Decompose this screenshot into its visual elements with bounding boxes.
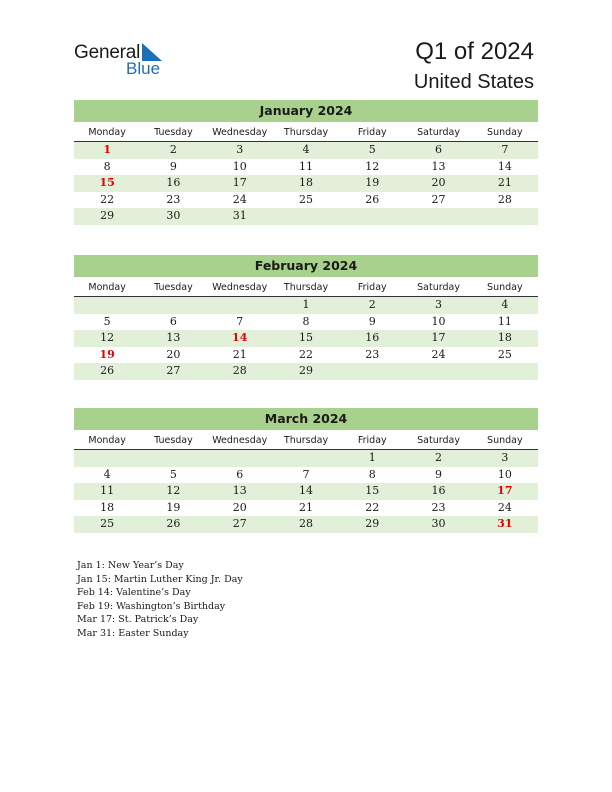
weekday-header-row	[74, 432, 538, 450]
day-cell: 12	[365, 159, 380, 173]
day-cell: 9	[435, 467, 443, 481]
day-cell	[74, 297, 140, 314]
week-row	[74, 159, 538, 176]
day-cell: 11	[298, 159, 313, 173]
day-cell: 17	[232, 176, 247, 189]
day-cell: 27	[431, 192, 446, 206]
day-cell	[405, 208, 471, 225]
day-cell: 18	[298, 176, 313, 189]
day-cell: 24	[431, 347, 446, 361]
day-cell: 24	[232, 192, 247, 206]
day-cell: 21	[497, 176, 512, 189]
week-row	[74, 450, 538, 467]
day-cell: 18	[497, 331, 512, 344]
holiday-list	[77, 559, 243, 641]
weekday-label: Friday	[357, 435, 387, 446]
day-cell: 11	[100, 484, 115, 497]
day-cell: 25	[497, 347, 512, 361]
day-cell: 24	[497, 500, 512, 514]
weekday-label: Tuesday	[154, 435, 193, 446]
day-cell: 1	[368, 451, 376, 464]
week-row	[74, 330, 538, 347]
month-title: February 2024	[74, 255, 538, 277]
day-cell: 7	[236, 314, 244, 328]
day-cell: 7	[302, 467, 310, 481]
weekday-header-row	[74, 279, 538, 297]
day-cell: 23	[431, 500, 446, 514]
week-row	[74, 175, 538, 192]
day-cell: 2	[368, 298, 376, 311]
day-cell: 12	[166, 484, 181, 497]
day-cell: 20	[431, 176, 446, 189]
week-row	[74, 297, 538, 314]
week-row	[74, 347, 538, 364]
day-cell: 3	[435, 298, 443, 311]
day-cell: 8	[103, 159, 111, 173]
weekday-label: Friday	[357, 282, 387, 293]
day-cell: 2	[169, 143, 177, 156]
day-cell: 14	[497, 159, 512, 173]
weekday-label: Wednesday	[212, 282, 268, 293]
day-cell: 3	[501, 451, 509, 464]
logo-word-general: General	[74, 42, 141, 63]
day-cell: 12	[100, 331, 115, 344]
month-calendar	[74, 408, 538, 533]
holiday-item: Jan 1: New Year’s Day	[77, 560, 184, 571]
week-row	[74, 142, 538, 159]
week-row	[74, 363, 538, 380]
day-cell: 11	[497, 314, 512, 328]
month-title: January 2024	[74, 100, 538, 122]
weekday-label: Thursday	[283, 282, 329, 293]
holiday-item: Jan 15: Martin Luther King Jr. Day	[77, 573, 243, 585]
day-cell: 14	[232, 331, 248, 344]
day-cell: 28	[298, 517, 313, 530]
day-cell	[207, 450, 273, 467]
weekday-label: Monday	[88, 435, 126, 446]
day-cell: 18	[100, 500, 115, 514]
month-calendar	[74, 255, 538, 380]
day-cell: 29	[298, 364, 313, 377]
day-cell: 1	[103, 143, 111, 156]
day-cell	[472, 363, 538, 380]
day-cell: 22	[298, 347, 313, 361]
day-cell: 25	[298, 192, 313, 206]
day-cell: 6	[169, 314, 177, 328]
day-cell: 6	[236, 467, 244, 481]
day-cell: 26	[100, 364, 115, 377]
day-cell: 28	[497, 192, 512, 206]
day-cell: 21	[232, 347, 247, 361]
weekday-label: Monday	[88, 127, 126, 138]
day-cell: 16	[431, 484, 446, 497]
day-cell: 17	[431, 331, 446, 344]
day-cell: 10	[431, 314, 446, 328]
day-cell	[339, 363, 405, 380]
weekday-label: Tuesday	[154, 127, 193, 138]
holiday-item: Feb 14: Valentine’s Day	[77, 587, 191, 599]
day-cell: 20	[166, 347, 181, 361]
weekday-label: Friday	[357, 127, 387, 138]
day-cell	[74, 450, 140, 467]
day-cell: 15	[298, 331, 313, 344]
weekday-label: Thursday	[283, 435, 329, 446]
day-cell: 4	[302, 143, 310, 156]
day-cell: 30	[166, 209, 181, 222]
week-row	[74, 314, 538, 331]
day-cell: 4	[103, 467, 111, 481]
day-cell	[207, 297, 273, 314]
day-cell	[339, 208, 405, 225]
weekday-label: Sunday	[487, 282, 523, 293]
logo-word-blue: Blue	[126, 59, 161, 78]
day-cell	[273, 450, 339, 467]
day-cell: 6	[435, 143, 443, 156]
weekday-label: Wednesday	[212, 435, 268, 446]
day-cell: 7	[501, 143, 509, 156]
week-row	[74, 192, 538, 209]
weekday-label: Sunday	[487, 127, 523, 138]
day-cell	[472, 208, 538, 225]
week-row	[74, 208, 538, 225]
day-cell: 26	[365, 192, 380, 206]
day-cell: 13	[166, 331, 181, 344]
day-cell: 23	[166, 192, 181, 206]
day-cell: 5	[103, 314, 111, 328]
weekday-label: Saturday	[417, 435, 460, 446]
day-cell: 21	[298, 500, 313, 514]
logo	[74, 42, 174, 78]
day-cell: 26	[166, 517, 181, 530]
day-cell: 22	[100, 192, 115, 206]
day-cell: 2	[435, 451, 443, 464]
day-cell: 4	[501, 298, 509, 311]
day-cell: 5	[169, 467, 177, 481]
day-cell: 14	[298, 484, 313, 497]
weekday-label: Saturday	[417, 282, 460, 293]
day-cell: 13	[232, 484, 247, 497]
day-cell	[140, 297, 206, 314]
day-cell: 27	[166, 364, 181, 377]
weekday-header-row	[74, 124, 538, 142]
page-title: Q1 of 2024	[415, 38, 534, 65]
day-cell: 1	[302, 298, 310, 311]
day-cell: 31	[497, 517, 513, 530]
holiday-item: Feb 19: Washington’s Birthday	[77, 600, 226, 612]
day-cell: 27	[232, 517, 247, 530]
day-cell	[273, 208, 339, 225]
day-cell: 15	[365, 484, 380, 497]
weekday-label: Saturday	[417, 127, 460, 138]
day-cell: 17	[497, 484, 513, 497]
day-cell: 29	[365, 517, 380, 530]
week-row	[74, 467, 538, 484]
day-cell: 9	[368, 314, 376, 328]
day-cell: 8	[368, 467, 376, 481]
holiday-item: Mar 17: St. Patrick’s Day	[77, 614, 199, 626]
day-cell: 28	[232, 364, 247, 377]
day-cell: 5	[368, 143, 376, 156]
day-cell: 30	[431, 517, 446, 530]
day-cell: 9	[169, 159, 177, 173]
day-cell: 23	[365, 347, 380, 361]
weekday-label: Thursday	[283, 127, 329, 138]
day-cell: 31	[232, 209, 247, 222]
week-row	[74, 483, 538, 500]
day-cell: 8	[302, 314, 310, 328]
day-cell: 16	[365, 331, 380, 344]
month-title: March 2024	[74, 408, 538, 430]
day-cell: 20	[232, 500, 247, 514]
day-cell: 25	[100, 517, 115, 530]
weekday-label: Monday	[88, 282, 126, 293]
day-cell: 3	[236, 143, 244, 156]
day-cell: 22	[365, 500, 380, 514]
day-cell: 19	[166, 500, 181, 514]
weekday-label: Tuesday	[154, 282, 193, 293]
week-row	[74, 516, 538, 533]
day-cell: 15	[99, 176, 115, 189]
country-name: United States	[413, 71, 534, 93]
holiday-item: Mar 31: Easter Sunday	[77, 627, 189, 639]
day-cell: 13	[431, 159, 446, 173]
day-cell: 19	[99, 347, 115, 361]
weekday-label: Sunday	[487, 435, 523, 446]
day-cell: 10	[497, 467, 512, 481]
day-cell: 10	[232, 159, 247, 173]
weekday-label: Wednesday	[212, 127, 268, 138]
day-cell: 16	[166, 176, 181, 189]
day-cell	[140, 450, 206, 467]
week-row	[74, 500, 538, 517]
day-cell: 29	[100, 209, 115, 222]
month-calendar	[74, 100, 538, 225]
day-cell: 19	[365, 176, 380, 189]
day-cell	[405, 363, 471, 380]
